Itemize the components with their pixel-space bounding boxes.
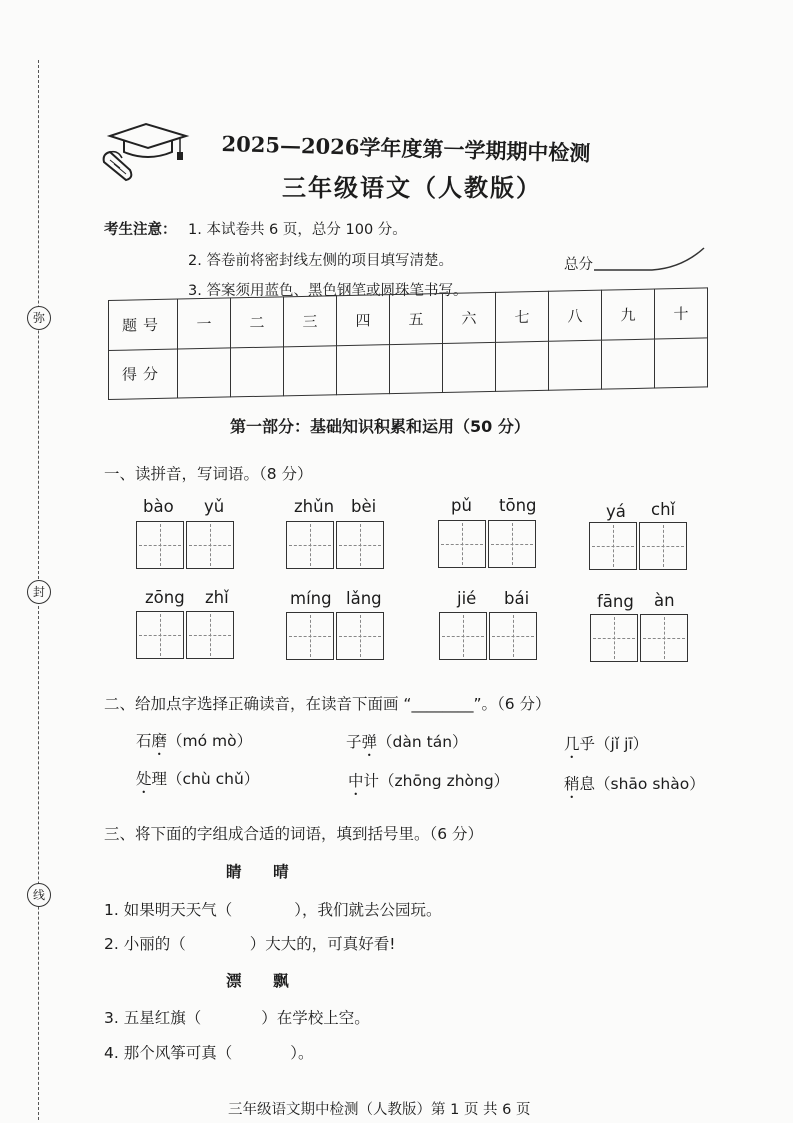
q3-s2-pre: 2. 小丽的（: [104, 935, 186, 953]
q2-title-pre: 二、给加点字选择正确读音，在读音下面画 “: [104, 695, 412, 713]
pinyin-6b: lǎng: [346, 589, 382, 608]
score-cell[interactable]: [231, 346, 284, 397]
pinyin-7b: bái: [504, 589, 530, 608]
q3-s1-post: ），我们就去公园玩。: [294, 901, 442, 919]
exam-title: 2025—2026学年度第一学期期中检测: [221, 130, 591, 166]
notice-label: 考生注意：: [104, 222, 177, 238]
pinyin-1b: yǔ: [204, 497, 225, 516]
col-4: 四: [337, 295, 390, 346]
q2-item-rest: 子: [346, 733, 362, 751]
q3-sentence-1: [104, 898, 441, 920]
q2-options[interactable]: （zhōng zhòng）: [379, 772, 510, 790]
col-5: 五: [390, 293, 443, 344]
q2-item-5: [348, 769, 509, 791]
q2-dotted-char: 弹: [361, 733, 378, 751]
q2-item-rest: 计: [363, 772, 380, 790]
page-footer: 三年级语文期中检测（人教版）第 1 页 共 6 页: [228, 1102, 531, 1118]
q3-sentence-3: [104, 1006, 370, 1028]
q2-dotted-char: 磨: [151, 732, 168, 750]
q3-s1-pre: 1. 如果明天天气（: [104, 901, 233, 919]
notice-item-1: 1. 本试卷共 6 页，总分 100 分。: [188, 222, 407, 238]
q2-item-3: [564, 732, 648, 754]
writing-grid-4[interactable]: [589, 522, 689, 570]
score-cell[interactable]: [549, 340, 602, 391]
q3-s3-pre: 3. 五星红旗（: [104, 1009, 202, 1027]
pinyin-3b: tōng: [499, 496, 537, 515]
subject-title: 三年级语文（人教版）: [282, 173, 542, 202]
q2-title-post: ”。（6 分）: [473, 695, 551, 713]
q3-sentence-2: [104, 932, 395, 954]
q3-s2-post: ）大大的，可真好看!: [249, 935, 396, 953]
q2-title: [104, 692, 551, 714]
q3-s3-post: ）在学校上空。: [261, 1009, 370, 1027]
part1-title: 第一部分：基础知识积累和运用（50 分）: [230, 417, 530, 436]
writing-grid-3[interactable]: [438, 520, 538, 568]
score-table-header: 题号: [109, 299, 178, 350]
pinyin-5b: zhǐ: [205, 588, 229, 607]
q3-group1-chars: 睛 晴: [226, 863, 291, 881]
q2-options[interactable]: （jǐ jī）: [595, 735, 649, 753]
writing-grid-2[interactable]: [286, 521, 386, 569]
score-cell[interactable]: [284, 345, 337, 396]
pinyin-8a: fāng: [597, 592, 634, 611]
writing-grid-7[interactable]: [439, 612, 539, 660]
q2-item-rest: 乎: [579, 735, 596, 753]
q3-sentence-4: [104, 1041, 313, 1063]
score-cell[interactable]: [390, 343, 443, 394]
seal-char-mi: 弥: [27, 306, 51, 330]
pinyin-6a: míng: [290, 589, 332, 608]
seal-char-xian: 线: [27, 883, 51, 907]
pinyin-8b: àn: [654, 591, 675, 610]
writing-grid-6[interactable]: [286, 612, 386, 660]
q2-title-blank: ________: [411, 695, 474, 713]
col-2: 二: [231, 297, 284, 348]
pinyin-4b: chǐ: [651, 500, 676, 519]
total-score-line: [592, 240, 707, 274]
notice-item-3: 3. 答案须用蓝色、黑色钢笔或圆珠笔书写。: [188, 283, 468, 299]
score-cell[interactable]: [337, 344, 390, 395]
pinyin-5a: zōng: [145, 588, 185, 607]
col-7: 七: [496, 291, 549, 342]
col-6: 六: [443, 292, 496, 343]
col-10: 十: [655, 288, 708, 339]
col-1: 一: [178, 298, 231, 349]
col-3: 三: [284, 296, 337, 347]
pinyin-1a: bào: [143, 497, 174, 516]
graduation-cap-icon: [100, 122, 192, 190]
q2-item-1: [136, 729, 252, 751]
q2-dotted-char: 中: [348, 772, 364, 790]
seal-char-feng: 封: [27, 580, 51, 604]
score-cell[interactable]: [655, 337, 708, 388]
pinyin-3a: pǔ: [451, 496, 472, 515]
q2-dotted-char: 几: [564, 735, 580, 753]
score-cell[interactable]: [602, 339, 655, 390]
q2-item-6: [564, 772, 705, 794]
total-score-label: 总分: [564, 257, 593, 273]
col-9: 九: [602, 289, 655, 340]
score-table: [108, 287, 708, 400]
score-cell[interactable]: [496, 341, 549, 392]
pinyin-4a: yá: [606, 502, 626, 521]
q2-dotted-char: 稍: [564, 775, 580, 793]
q2-options[interactable]: （chù chǔ）: [167, 770, 260, 788]
score-cell[interactable]: [443, 342, 496, 393]
pinyin-2a: zhǔn: [294, 497, 335, 516]
q2-item-2: [346, 730, 468, 752]
q2-item-4: [136, 767, 259, 789]
q2-options[interactable]: （mó mò）: [167, 732, 253, 750]
q2-item-rest: 息: [579, 775, 596, 793]
writing-grid-1[interactable]: [136, 521, 236, 569]
q2-item-rest: 石: [136, 732, 152, 750]
notice-item-2: 2. 答卷前将密封线左侧的项目填写清楚。: [188, 253, 453, 269]
q3-group2-chars: 漂 飘: [226, 972, 291, 990]
q1-title: 一、读拼音，写词语。（8 分）: [104, 465, 313, 483]
writing-grid-8[interactable]: [590, 614, 690, 662]
pinyin-2b: bèi: [351, 497, 377, 516]
q2-item-rest: 理: [151, 770, 168, 788]
writing-grid-5[interactable]: [136, 611, 236, 659]
pinyin-7a: jié: [457, 589, 477, 608]
q3-title: 三、将下面的字组成合适的词语，填到括号里。（6 分）: [104, 825, 484, 843]
q3-s4-post: ）。: [290, 1044, 314, 1062]
q2-options[interactable]: （shāo shào）: [595, 775, 705, 793]
q2-dotted-char: 处: [136, 770, 152, 788]
col-8: 八: [549, 290, 602, 341]
score-cell[interactable]: [178, 347, 231, 398]
q3-s4-pre: 4. 那个风筝可真（: [104, 1044, 233, 1062]
q2-options[interactable]: （dàn tán）: [377, 733, 468, 751]
score-row-label: 得分: [109, 349, 178, 400]
